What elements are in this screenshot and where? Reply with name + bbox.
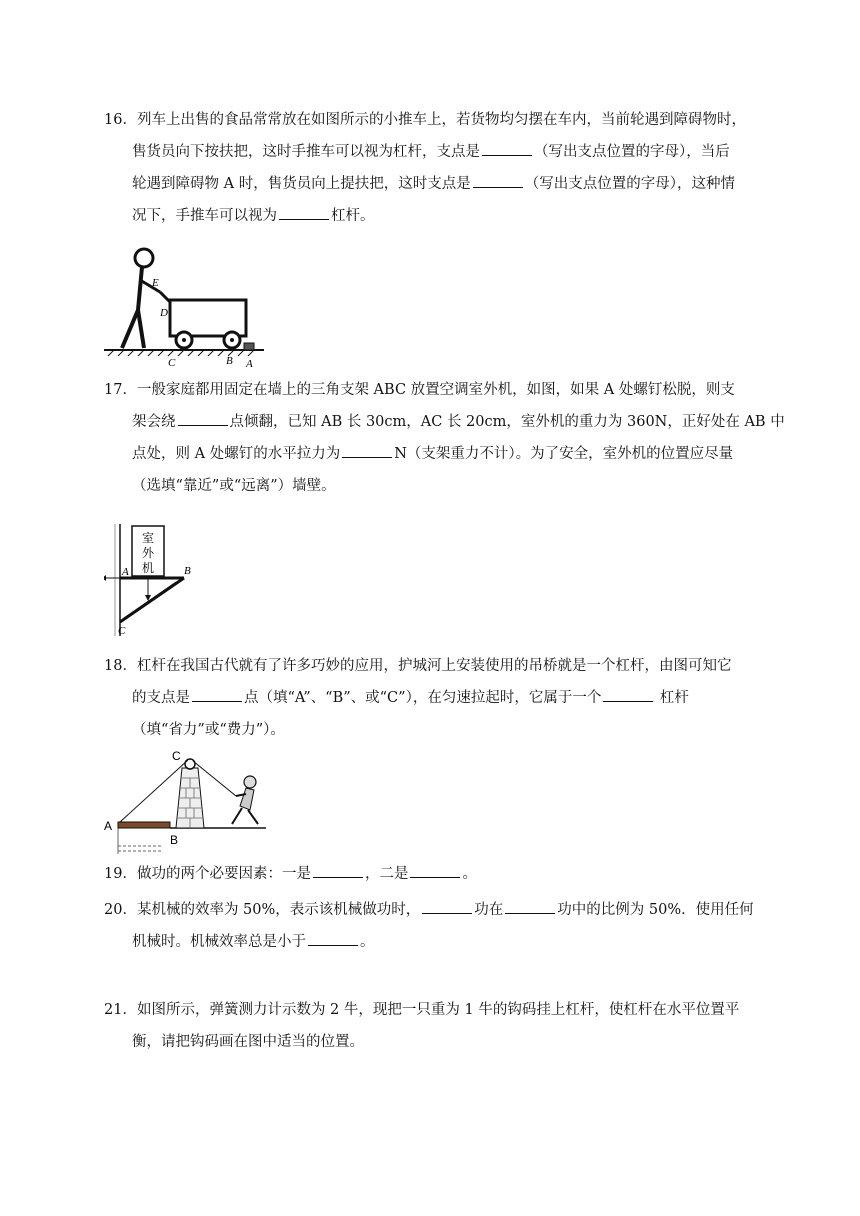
q17-line-3: 点处，则 A 处螺钉的水平拉力为 N（支架重力不计）。为了安全，室外机的位置应尽量 <box>104 438 760 470</box>
question-17 <box>104 374 785 502</box>
answer-blank[interactable] <box>422 897 472 914</box>
q17-box-char-2: 外 <box>141 546 155 560</box>
q20-line-1: 20．某机械的效率为 50%，表示该机械做功时， 功在 功中的比例为 50%．使用任何 <box>104 894 760 926</box>
q16-line-1: 16．列车上出售的食品常常放在如图所示的小推车上，若货物均匀摆在车内，当前轮遇到障碍物时， <box>104 112 746 128</box>
q17-line-4: （选填“靠近”或“远离”）墙壁。 <box>132 478 336 494</box>
q16-label-B: B <box>226 355 233 367</box>
question-21 <box>104 994 760 1058</box>
q16-cart-figure <box>104 240 264 370</box>
question-20 <box>104 894 760 958</box>
answer-blank[interactable] <box>505 897 555 914</box>
answer-blank[interactable] <box>308 929 358 946</box>
answer-blank[interactable] <box>192 685 242 702</box>
q16-label-C: C <box>168 357 176 369</box>
q17-label-A: A <box>122 566 129 578</box>
q20-line-2: 机械时。机械效率总是小于 。 <box>104 926 760 958</box>
q16-line-2: 售货员向下按扶把，这时手推车可以视为杠杆，支点是 （写出支点位置的字母），当后 <box>104 136 760 168</box>
answer-blank[interactable] <box>279 203 329 220</box>
q17-bracket-figure <box>104 522 194 638</box>
q16-line-3: 轮遇到障碍物 A 时，售货员向上提扶把，这时支点是 （写出支点位置的字母），这种情 <box>104 168 760 200</box>
question-16 <box>104 104 760 232</box>
answer-blank[interactable] <box>603 685 653 702</box>
answer-blank[interactable] <box>482 139 532 156</box>
q17-label-B: B <box>184 565 191 577</box>
q18-line-3: （填“省力”或“费力”）。 <box>132 722 285 738</box>
q17-line-1: 17．一般家庭都用固定在墙上的三角支架 ABC 放置空调室外机，如图，如果 A 处螺钉松脱，则支 <box>104 382 735 398</box>
q18-label-B: B <box>170 833 179 847</box>
answer-blank[interactable] <box>178 409 228 426</box>
q17-box-char-3: 机 <box>141 561 155 575</box>
q18-drawbridge-figure <box>100 744 266 856</box>
q19-line-1: 19．做功的两个必要因素：一是 ，二是 。 <box>104 858 760 890</box>
q16-label-E: E <box>152 277 159 289</box>
q18-label-C: C <box>172 749 181 763</box>
q18-line-1: 18．杠杆在我国古代就有了许多巧妙的应用，护城河上安装使用的吊桥就是一个杠杆，由图可知它 <box>104 658 732 674</box>
q16-label-A: A <box>246 358 253 370</box>
q17-box-char-1: 室 <box>141 531 155 545</box>
q18-label-A: A <box>104 819 113 833</box>
answer-blank[interactable] <box>313 861 363 878</box>
q16-line-4: 况下，手推车可以视为 杠杆。 <box>104 200 760 232</box>
answer-blank[interactable] <box>473 171 523 188</box>
q16-label-D: D <box>160 307 168 319</box>
question-19 <box>104 858 760 890</box>
answer-blank[interactable] <box>342 441 392 458</box>
answer-blank[interactable] <box>410 861 460 878</box>
q21-line-1: 21．如图所示，弹簧测力计示数为 2 牛，现把一只重为 1 牛的钩码挂上杠杆，使杠杆在水平位置平 <box>104 1002 740 1018</box>
q17-line-2: 架会绕 点倾翻，已知 AB 长 30cm，AC 长 20cm，室外机的重力为 360N，正好处在 AB 中 <box>104 406 760 438</box>
question-18 <box>104 650 760 746</box>
q18-line-2: 的支点是 点（填“A”、“B”、或“C”），在匀速拉起时，它属于一个 杠杆 <box>104 682 760 714</box>
q17-label-C: C <box>118 625 126 637</box>
q21-line-2: 衡，请把钩码画在图中适当的位置。 <box>132 1034 364 1050</box>
